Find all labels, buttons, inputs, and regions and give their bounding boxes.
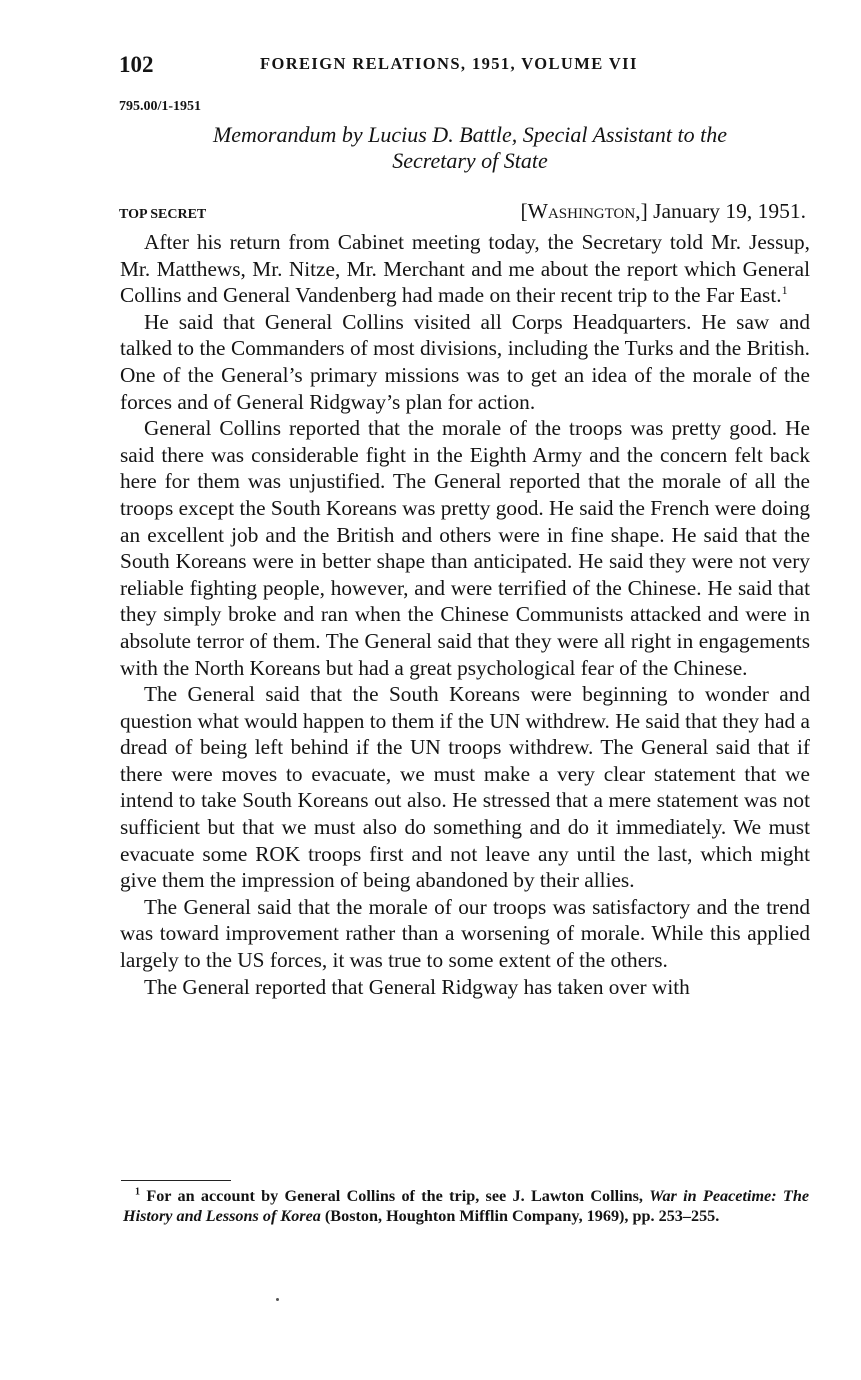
- footnote-divider: [121, 1180, 231, 1181]
- body-paragraph: General Collins reported that the morale of the troops was pretty good. He said there was considerable fight in the Eighth Army and the concern felt back here for them was unjustified. The General reported that the morale of all the troops except the South Koreans was pretty good. He said the French were doing an excellent job and the British and others were in fine shape. He said that the South Koreans were in better shape than anticipated. He said they were not very reliable fighting people, however, and were terrified of the Chinese. He said that they simply broke and ran when the Chinese Communists attacked and were in absolute terror of them. The General said that they were all right in engagements with the North Koreans but had a great psychological fear of the Chinese.: [120, 416, 810, 680]
- body-paragraph: The General said that the morale of our troops was satisfactory and the trend was toward improvement rather than a worsening of morale. While this applied largely to the US forces, it was true to some extent of the others.: [120, 894, 810, 973]
- document-title: [150, 122, 790, 174]
- running-head: [119, 50, 809, 84]
- footnote: $^1$ For an account by General Collins of the trip, see J. Lawton Collins, War in Peacetime: The History and Lessons of Korea (Boston, Houghton Mifflin Company, 1969), pp. 253–255.: [123, 1186, 810, 1225]
- title-line-2: Secretary of State: [392, 148, 548, 173]
- stray-ink-mark: [276, 1298, 279, 1301]
- footnote-reference: 1: [781, 283, 788, 298]
- classification-marking: TOP SECRET: [119, 207, 207, 222]
- file-reference: 795.00/1-1951: [119, 99, 202, 114]
- footnote-book-title: War in Peacetime: The History and Lessons of Korea: [123, 1187, 810, 1225]
- footnote-mark: 1: [135, 1186, 140, 1198]
- page-number: 102: [119, 52, 154, 77]
- journal-title: FOREIGN RELATIONS, 1951, VOLUME VII: [260, 54, 638, 73]
- dateline: [Washington,] January 19, 1951.: [520, 199, 806, 223]
- body-paragraph: He said that General Collins visited all Corps Headquarters. He saw and talked to the Commanders of most divisions, including the Turks and the British. One of the General’s primary missions was to get an idea of the morale of the forces and of General Ridgway’s plan for action.: [120, 309, 810, 414]
- title-line-1: Memorandum by Lucius D. Battle, Special Assistant to the: [212, 122, 728, 147]
- memorandum-body: [120, 229, 810, 1000]
- dateline-place: Washington,: [527, 199, 641, 223]
- dateline-date: January 19, 1951.: [653, 199, 806, 223]
- body-paragraph: The General said that the South Koreans were beginning to wonder and question what would happen to them if the UN withdrew. He said that they had a dread of being left behind if the UN troops withdrew. The General said that if there were moves to evacuate, we must make a very clear statement that we intend to take South Koreans out also. He stressed that a mere statement was not sufficient but that we must also do something and do it immediately. We must evacuate some ROK troops first and not leave any until the last, which might give them the impression of being abandoned by their allies.: [120, 682, 810, 893]
- body-paragraph: The General reported that General Ridgway has taken over with: [144, 974, 690, 999]
- body-paragraph: After his return from Cabinet meeting today, the Secretary told Mr. Jessup, Mr. Matthews, Mr. Nitze, Mr. Merchant and me about the report which General Collins and General Vandenberg had made on their recent trip to the Far East.$^1$: [120, 230, 810, 308]
